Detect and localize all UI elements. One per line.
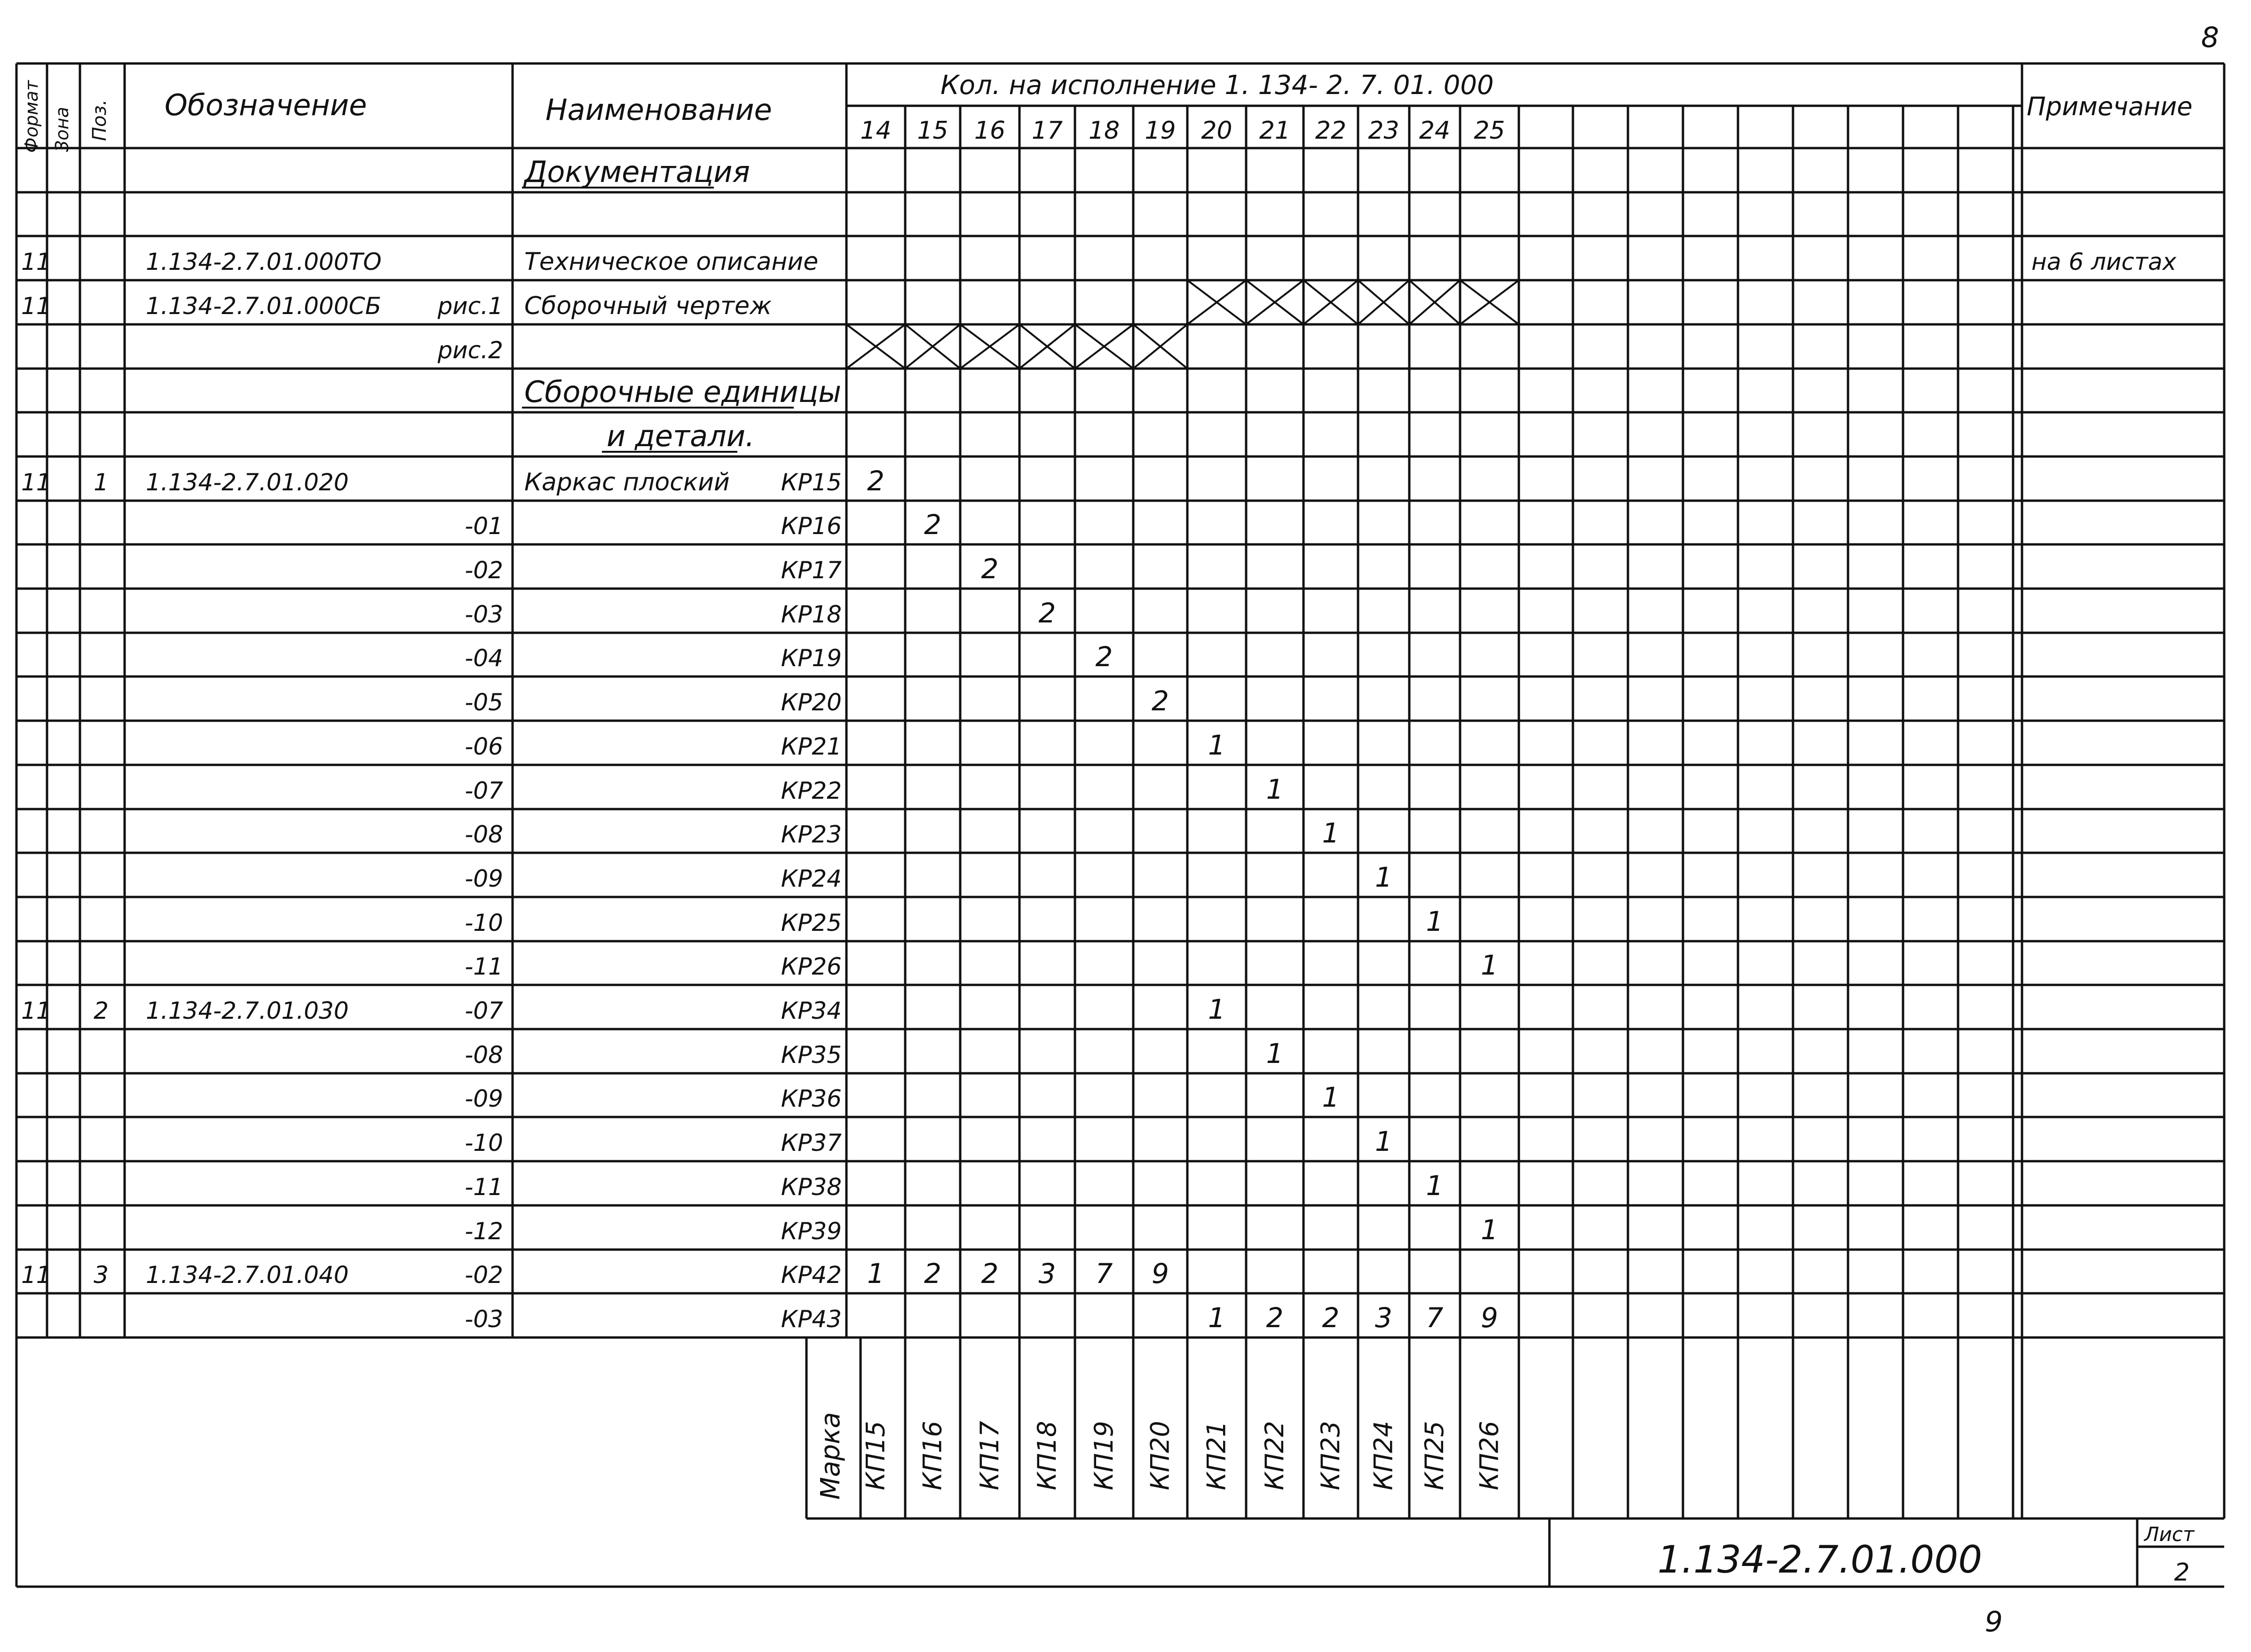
header-zone: Зона bbox=[52, 107, 72, 152]
row-designation-suffix: -01 bbox=[465, 512, 503, 540]
row-designation: 1.134-2.7.01.040 bbox=[146, 1261, 349, 1289]
qty-cell: 7 bbox=[1426, 1302, 1444, 1334]
row-designation-suffix: -06 bbox=[465, 733, 503, 760]
row-designation-suffix: -09 bbox=[465, 1085, 503, 1112]
row-mark: КР35 bbox=[781, 1041, 842, 1069]
variant-header-17: 17 bbox=[1031, 117, 1063, 145]
variant-header-23: 23 bbox=[1368, 117, 1399, 145]
row-mark: КР23 bbox=[781, 821, 842, 848]
row-name: Документация bbox=[524, 155, 750, 189]
qty-cell: 1 bbox=[1481, 1214, 1498, 1246]
row-mark: КР36 bbox=[781, 1085, 842, 1112]
qty-cell: 2 bbox=[1266, 1302, 1284, 1334]
variant-header-20: 20 bbox=[1201, 117, 1232, 145]
row-position: 3 bbox=[94, 1261, 109, 1289]
qty-cell: 1 bbox=[1426, 905, 1444, 937]
marka-КП17: КП17 bbox=[975, 1421, 1004, 1490]
header-format: Формат bbox=[21, 80, 42, 153]
qty-cell: 2 bbox=[1038, 597, 1056, 629]
row-designation-suffix: -03 bbox=[465, 1306, 503, 1333]
page-number-bottom: 9 bbox=[1984, 1605, 2003, 1638]
row-mark: КР37 bbox=[781, 1129, 842, 1156]
row-note: на 6 листах bbox=[2031, 248, 2177, 275]
row-designation-suffix: -07 bbox=[465, 777, 503, 804]
row-mark: КР19 bbox=[781, 645, 842, 672]
marka-КП19: КП19 bbox=[1089, 1421, 1119, 1490]
variant-header-24: 24 bbox=[1419, 117, 1451, 145]
page-number-top: 8 bbox=[2201, 21, 2219, 54]
row-designation-suffix: -08 bbox=[465, 1041, 503, 1069]
row-designation-suffix: -02 bbox=[465, 557, 503, 584]
marka-КП21: КП21 bbox=[1201, 1421, 1232, 1490]
row-mark: КР20 bbox=[781, 689, 842, 716]
row-designation-suffix: -07 bbox=[465, 997, 503, 1024]
row-format: 11 bbox=[21, 248, 51, 275]
row-designation-suffix: -04 bbox=[465, 645, 503, 672]
row-mark: КР17 bbox=[781, 557, 842, 584]
row-mark: КР43 bbox=[781, 1306, 842, 1333]
row-name: Сборочный чертеж bbox=[524, 292, 772, 320]
row-mark: КР38 bbox=[781, 1173, 842, 1201]
qty-cell: 3 bbox=[1038, 1258, 1056, 1290]
variant-header-15: 15 bbox=[917, 117, 948, 145]
marka-КП25: КП25 bbox=[1420, 1421, 1449, 1490]
qty-cell: 1 bbox=[1266, 1038, 1284, 1070]
variant-header-14: 14 bbox=[860, 117, 892, 145]
row-position: 2 bbox=[94, 997, 109, 1024]
variant-header-16: 16 bbox=[974, 117, 1006, 145]
row-mark: КР26 bbox=[781, 953, 842, 980]
qty-cell: 2 bbox=[924, 1258, 941, 1290]
header-name: Наименование bbox=[545, 93, 772, 127]
marka-КП24: КП24 bbox=[1368, 1421, 1398, 1490]
variant-header-22: 22 bbox=[1315, 117, 1347, 145]
qty-cell: 2 bbox=[1152, 685, 1169, 717]
qty-cell: 2 bbox=[924, 509, 941, 541]
marka-КП22: КП22 bbox=[1260, 1421, 1289, 1490]
qty-cell: 1 bbox=[1426, 1170, 1444, 1202]
qty-cell: 1 bbox=[1208, 1302, 1225, 1334]
marka-label: Марка bbox=[815, 1412, 846, 1500]
row-designation: 1.134-2.7.01.000ТО bbox=[146, 248, 382, 275]
marka-КП18: КП18 bbox=[1032, 1421, 1062, 1490]
row-mark: КР25 bbox=[781, 909, 842, 936]
row-mark: КР34 bbox=[781, 997, 842, 1024]
row-format: 11 bbox=[21, 292, 51, 320]
row-name: и детали. bbox=[607, 419, 755, 453]
qty-cell: 2 bbox=[867, 465, 885, 497]
row-designation: 1.134-2.7.01.020 bbox=[146, 469, 349, 496]
row-format: 11 bbox=[21, 1261, 51, 1289]
marka-КП16: КП16 bbox=[917, 1421, 948, 1490]
title-block-designation: 1.134-2.7.01.000 bbox=[1657, 1538, 1982, 1581]
header-note: Примечание bbox=[2027, 92, 2193, 121]
row-designation-suffix: рис.1 bbox=[437, 292, 503, 320]
qty-cell: 2 bbox=[1322, 1302, 1340, 1334]
row-designation-suffix: -08 bbox=[465, 821, 503, 848]
marka-КП26: КП26 bbox=[1474, 1421, 1504, 1490]
row-designation-suffix: -09 bbox=[465, 865, 503, 892]
row-format: 11 bbox=[21, 997, 51, 1024]
qty-cell: 1 bbox=[1375, 861, 1392, 893]
qty-cell: 2 bbox=[1095, 641, 1113, 673]
qty-cell: 1 bbox=[1375, 1125, 1392, 1157]
row-name: Сборочные единицы bbox=[524, 375, 842, 409]
marka-КП20: КП20 bbox=[1145, 1421, 1175, 1490]
row-mark: КР18 bbox=[781, 601, 842, 628]
row-mark: КР21 bbox=[781, 733, 842, 760]
variant-header-19: 19 bbox=[1145, 117, 1176, 145]
row-mark: КР42 bbox=[781, 1261, 842, 1289]
qty-cell: 1 bbox=[1481, 949, 1498, 981]
marka-КП23: КП23 bbox=[1316, 1421, 1345, 1490]
row-designation-suffix: -10 bbox=[465, 1129, 503, 1156]
qty-cell: 9 bbox=[1481, 1302, 1498, 1334]
variant-header-25: 25 bbox=[1474, 117, 1505, 145]
row-mark: КР22 bbox=[781, 777, 842, 804]
row-mark: КР39 bbox=[781, 1218, 842, 1245]
row-format: 11 bbox=[21, 469, 51, 496]
row-designation-suffix: рис.2 bbox=[437, 337, 503, 364]
qty-cell: 1 bbox=[1208, 729, 1225, 761]
variant-header-18: 18 bbox=[1088, 117, 1120, 145]
qty-cell: 2 bbox=[981, 1258, 999, 1290]
row-name: Каркас плоский bbox=[524, 468, 730, 496]
sheet-number: 2 bbox=[2174, 1558, 2190, 1587]
marka-КП15: КП15 bbox=[861, 1421, 891, 1490]
row-designation: 1.134-2.7.01.000СБ bbox=[146, 292, 381, 320]
header-qty-title: Кол. на исполнение 1. 134- 2. 7. 01. 000 bbox=[940, 70, 1494, 101]
header-designation: Обозначение bbox=[165, 88, 367, 122]
row-designation-suffix: -10 bbox=[465, 909, 503, 936]
row-designation-suffix: -11 bbox=[465, 953, 503, 980]
row-designation-suffix: -05 bbox=[465, 689, 503, 716]
row-mark: КР16 bbox=[781, 512, 842, 540]
variant-header-21: 21 bbox=[1259, 117, 1291, 145]
row-name: Техническое описание bbox=[524, 248, 819, 276]
qty-cell: 1 bbox=[867, 1258, 885, 1290]
row-position: 1 bbox=[94, 469, 109, 496]
row-designation-suffix: -03 bbox=[465, 601, 503, 628]
qty-cell: 1 bbox=[1266, 773, 1284, 805]
qty-cell: 1 bbox=[1322, 817, 1340, 849]
row-designation-suffix: -12 bbox=[465, 1218, 503, 1245]
header-pos: Поз. bbox=[89, 99, 111, 141]
qty-cell: 1 bbox=[1322, 1081, 1340, 1113]
qty-cell: 9 bbox=[1152, 1258, 1169, 1290]
row-mark: КР15 bbox=[781, 469, 842, 496]
row-mark: КР24 bbox=[781, 865, 842, 892]
qty-cell: 3 bbox=[1375, 1302, 1392, 1334]
row-designation-suffix: -11 bbox=[465, 1173, 503, 1201]
qty-cell: 1 bbox=[1208, 993, 1225, 1025]
qty-cell: 7 bbox=[1095, 1258, 1113, 1290]
row-designation-suffix: -02 bbox=[465, 1261, 503, 1289]
sheet-label: Лист bbox=[2144, 1523, 2195, 1546]
qty-cell: 2 bbox=[981, 553, 999, 585]
row-designation: 1.134-2.7.01.030 bbox=[146, 997, 349, 1024]
